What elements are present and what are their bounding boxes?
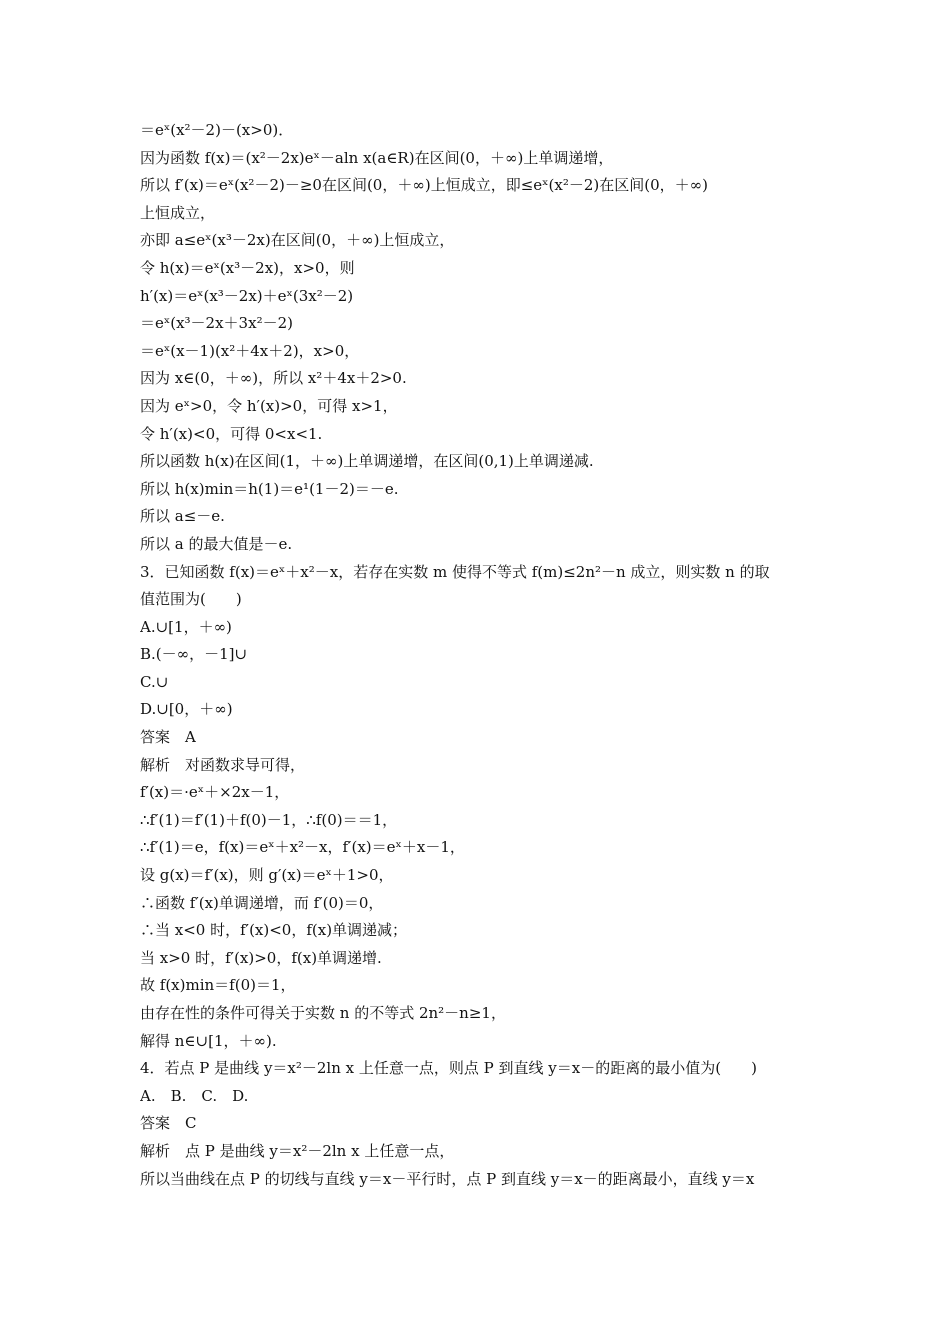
text-line: h′(x)＝eˣ(x³－2x)＋eˣ(3x²－2)	[140, 286, 354, 305]
text-line: ＝eˣ(x³－2x＋3x²－2)	[140, 314, 293, 333]
text-line: 所以 f′(x)＝eˣ(x²－2)－≥0在区间(0，＋∞)上恒成立，即≤eˣ(x²－2)在区间(0，＋∞)	[140, 176, 708, 195]
answer-label: 答案 A	[140, 728, 196, 747]
text-line: 所以当曲线在点 P 的切线与直线 y＝x－平行时，点 P 到直线 y＝x－的距离最小，直线 y＝x	[140, 1169, 755, 1188]
text-line: ∴函数 f′(x)单调递增，而 f′(0)＝0，	[140, 893, 384, 912]
question-3-stem: 3．已知函数 f(x)＝eˣ＋x²－x，若存在实数 m 使得不等式 f(m)≤2n²－n 成立，则实数 n 的取	[140, 562, 770, 581]
text-line: ＝eˣ(x－1)(x²＋4x＋2)，x>0，	[140, 341, 360, 360]
answer-label: 答案 C	[140, 1114, 197, 1133]
text-line: 解得 n∈∪[1，＋∞).	[140, 1031, 277, 1050]
text-line: 故 f(x)min＝f(0)＝1，	[140, 976, 296, 995]
text-line: 由存在性的条件可得关于实数 n 的不等式 2n²－n≥1，	[140, 1004, 506, 1022]
analysis-label: 解析 对函数求导可得，	[140, 755, 306, 774]
question-3-stem: 值范围为( )	[140, 590, 242, 609]
text-line: 令 h′(x)<0，可得 0<x<1.	[140, 424, 323, 443]
option-c: C.∪	[140, 672, 169, 691]
analysis-label: 解析 点 P 是曲线 y＝x²－2ln x 上任意一点，	[140, 1141, 455, 1160]
document-page	[140, 117, 820, 1193]
text-line: 所以 a 的最大值是－e.	[140, 534, 293, 553]
text-line: 所以 a≤－e.	[140, 507, 225, 526]
text-line: 当 x>0 时，f′(x)>0，f(x)单调递增.	[140, 948, 382, 967]
text-line: 上恒成立，	[140, 203, 216, 222]
option-b: B.(－∞，－1]∪	[140, 645, 248, 664]
text-line: 设 g(x)＝f′(x)，则 g′(x)＝eˣ＋1>0，	[140, 866, 394, 885]
text-line: 因为函数 f(x)＝(x²－2x)eˣ－aln x(a∈R)在区间(0，＋∞)上单调递增，	[140, 148, 614, 167]
text-line: ∴当 x<0 时，f′(x)<0，f(x)单调递减；	[140, 921, 408, 940]
option-d: D.∪[0，＋∞)	[140, 700, 233, 719]
text-line: 因为 eˣ>0，令 h′(x)>0，可得 x>1，	[140, 396, 398, 415]
text-line: 亦即 a≤eˣ(x³－2x)在区间(0，＋∞)上恒成立，	[140, 231, 455, 250]
text-line: 所以函数 h(x)在区间(1，＋∞)上单调递增，在区间(0,1)上单调递减.	[140, 452, 594, 471]
text-line: 因为 x∈(0，＋∞)，所以 x²＋4x＋2>0.	[140, 369, 407, 388]
text-line: ＝eˣ(x²－2)－(x>0)．	[140, 121, 294, 139]
option-a: A.∪[1，＋∞)	[140, 617, 232, 636]
options-line: A. B. C. D.	[140, 1086, 249, 1105]
question-4-stem: 4．若点 P 是曲线 y＝x²－2ln x 上任意一点，则点 P 到直线 y＝x－的距离的最小值为( )	[140, 1059, 757, 1078]
text-line: 所以 h(x)min＝h(1)＝e¹(1－2)＝－e.	[140, 479, 399, 498]
text-line: ∴f′(1)＝e，f(x)＝eˣ＋x²－x，f′(x)＝eˣ＋x－1，	[140, 838, 465, 857]
text-line: f′(x)＝·eˣ＋×2x－1，	[140, 783, 290, 802]
text-line: 令 h(x)＝eˣ(x³－2x)，x>0，则	[140, 258, 355, 277]
text-line: ∴f′(1)＝f′(1)＋f(0)－1，∴f(0)＝＝1，	[140, 810, 398, 829]
